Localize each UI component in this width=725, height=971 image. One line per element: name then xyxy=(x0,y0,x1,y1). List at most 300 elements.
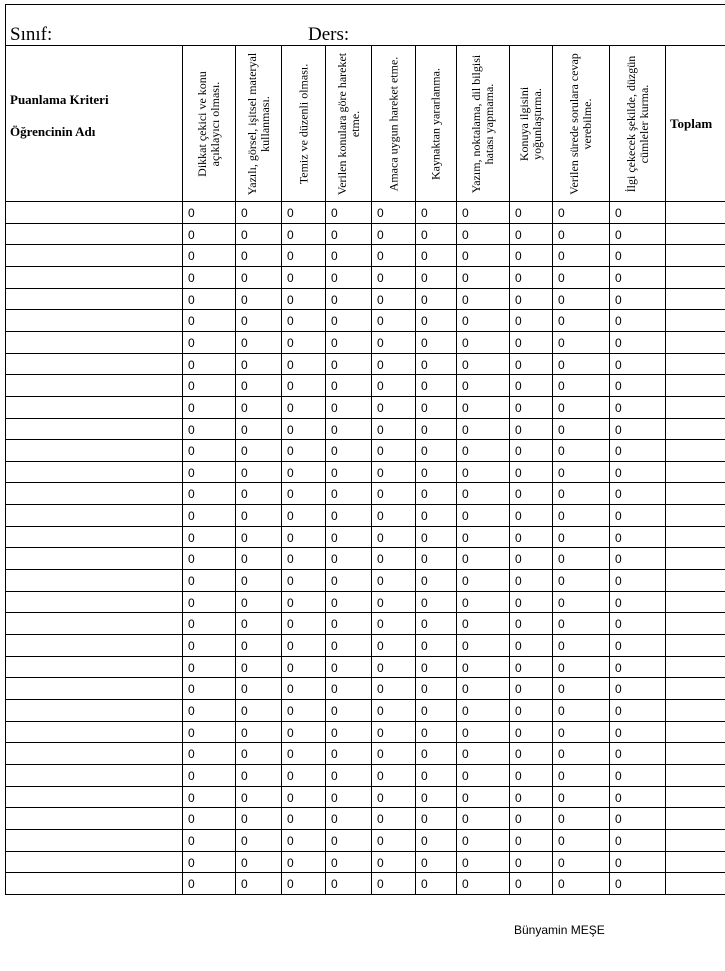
score-cell[interactable]: 0 xyxy=(287,401,294,415)
score-cell[interactable]: 0 xyxy=(558,379,565,393)
score-cell[interactable]: 0 xyxy=(558,877,565,891)
score-cell[interactable]: 0 xyxy=(515,206,522,220)
score-cell[interactable]: 0 xyxy=(287,249,294,263)
score-cell[interactable]: 0 xyxy=(558,401,565,415)
score-cell[interactable]: 0 xyxy=(462,856,469,870)
score-cell[interactable]: 0 xyxy=(462,206,469,220)
score-cell[interactable]: 0 xyxy=(558,293,565,307)
score-cell[interactable]: 0 xyxy=(558,574,565,588)
score-cell[interactable]: 0 xyxy=(515,661,522,675)
score-cell[interactable]: 0 xyxy=(515,552,522,566)
score-cell[interactable]: 0 xyxy=(188,358,195,372)
score-cell[interactable]: 0 xyxy=(377,726,384,740)
score-cell[interactable]: 0 xyxy=(241,682,248,696)
score-cell[interactable]: 0 xyxy=(377,509,384,523)
score-cell[interactable]: 0 xyxy=(421,466,428,480)
score-cell[interactable]: 0 xyxy=(615,639,622,653)
score-cell[interactable]: 0 xyxy=(558,336,565,350)
score-cell[interactable]: 0 xyxy=(462,552,469,566)
score-cell[interactable]: 0 xyxy=(421,423,428,437)
score-cell[interactable]: 0 xyxy=(558,747,565,761)
score-cell[interactable]: 0 xyxy=(515,509,522,523)
score-cell[interactable]: 0 xyxy=(287,574,294,588)
score-cell[interactable]: 0 xyxy=(241,747,248,761)
score-cell[interactable]: 0 xyxy=(241,487,248,501)
score-cell[interactable]: 0 xyxy=(515,466,522,480)
score-cell[interactable]: 0 xyxy=(558,228,565,242)
score-cell[interactable]: 0 xyxy=(188,682,195,696)
score-cell[interactable]: 0 xyxy=(515,791,522,805)
score-cell[interactable]: 0 xyxy=(377,444,384,458)
score-cell[interactable]: 0 xyxy=(188,293,195,307)
score-cell[interactable]: 0 xyxy=(615,401,622,415)
score-cell[interactable]: 0 xyxy=(241,552,248,566)
score-cell[interactable]: 0 xyxy=(558,856,565,870)
score-cell[interactable]: 0 xyxy=(188,661,195,675)
score-cell[interactable]: 0 xyxy=(421,206,428,220)
score-cell[interactable]: 0 xyxy=(421,358,428,372)
score-cell[interactable]: 0 xyxy=(188,271,195,285)
score-cell[interactable]: 0 xyxy=(331,423,338,437)
score-cell[interactable]: 0 xyxy=(615,574,622,588)
score-cell[interactable]: 0 xyxy=(421,704,428,718)
score-cell[interactable]: 0 xyxy=(331,769,338,783)
score-cell[interactable]: 0 xyxy=(462,791,469,805)
score-cell[interactable]: 0 xyxy=(421,726,428,740)
score-cell[interactable]: 0 xyxy=(188,228,195,242)
score-cell[interactable]: 0 xyxy=(241,834,248,848)
score-cell[interactable]: 0 xyxy=(615,704,622,718)
score-cell[interactable]: 0 xyxy=(287,531,294,545)
score-cell[interactable]: 0 xyxy=(615,271,622,285)
score-cell[interactable]: 0 xyxy=(331,704,338,718)
score-cell[interactable]: 0 xyxy=(558,314,565,328)
score-cell[interactable]: 0 xyxy=(462,682,469,696)
score-cell[interactable]: 0 xyxy=(188,726,195,740)
score-cell[interactable]: 0 xyxy=(377,682,384,696)
score-cell[interactable]: 0 xyxy=(331,661,338,675)
score-cell[interactable]: 0 xyxy=(421,747,428,761)
score-cell[interactable]: 0 xyxy=(331,877,338,891)
score-cell[interactable]: 0 xyxy=(558,704,565,718)
score-cell[interactable]: 0 xyxy=(558,552,565,566)
score-cell[interactable]: 0 xyxy=(421,444,428,458)
score-cell[interactable]: 0 xyxy=(515,314,522,328)
score-cell[interactable]: 0 xyxy=(241,509,248,523)
score-cell[interactable]: 0 xyxy=(615,812,622,826)
score-cell[interactable]: 0 xyxy=(515,704,522,718)
score-cell[interactable]: 0 xyxy=(515,401,522,415)
score-cell[interactable]: 0 xyxy=(377,466,384,480)
score-cell[interactable]: 0 xyxy=(421,661,428,675)
score-cell[interactable]: 0 xyxy=(558,206,565,220)
score-cell[interactable]: 0 xyxy=(188,206,195,220)
score-cell[interactable]: 0 xyxy=(188,466,195,480)
score-cell[interactable]: 0 xyxy=(241,769,248,783)
score-cell[interactable]: 0 xyxy=(377,336,384,350)
score-cell[interactable]: 0 xyxy=(287,552,294,566)
score-cell[interactable]: 0 xyxy=(377,358,384,372)
score-cell[interactable]: 0 xyxy=(558,271,565,285)
score-cell[interactable]: 0 xyxy=(287,444,294,458)
score-cell[interactable]: 0 xyxy=(462,877,469,891)
score-cell[interactable]: 0 xyxy=(241,812,248,826)
score-cell[interactable]: 0 xyxy=(615,293,622,307)
score-cell[interactable]: 0 xyxy=(377,206,384,220)
score-cell[interactable]: 0 xyxy=(615,834,622,848)
score-cell[interactable]: 0 xyxy=(331,358,338,372)
score-cell[interactable]: 0 xyxy=(287,596,294,610)
score-cell[interactable]: 0 xyxy=(421,249,428,263)
score-cell[interactable]: 0 xyxy=(331,596,338,610)
score-cell[interactable]: 0 xyxy=(421,314,428,328)
score-cell[interactable]: 0 xyxy=(462,617,469,631)
score-cell[interactable]: 0 xyxy=(421,531,428,545)
score-cell[interactable]: 0 xyxy=(188,704,195,718)
score-cell[interactable]: 0 xyxy=(331,487,338,501)
score-cell[interactable]: 0 xyxy=(421,336,428,350)
score-cell[interactable]: 0 xyxy=(331,639,338,653)
score-cell[interactable]: 0 xyxy=(188,531,195,545)
score-cell[interactable]: 0 xyxy=(462,639,469,653)
score-cell[interactable]: 0 xyxy=(615,596,622,610)
score-cell[interactable]: 0 xyxy=(615,856,622,870)
score-cell[interactable]: 0 xyxy=(462,769,469,783)
score-cell[interactable]: 0 xyxy=(377,249,384,263)
score-cell[interactable]: 0 xyxy=(558,661,565,675)
score-cell[interactable]: 0 xyxy=(515,531,522,545)
score-cell[interactable]: 0 xyxy=(377,856,384,870)
score-cell[interactable]: 0 xyxy=(331,726,338,740)
score-cell[interactable]: 0 xyxy=(515,358,522,372)
score-cell[interactable]: 0 xyxy=(188,336,195,350)
score-cell[interactable]: 0 xyxy=(331,617,338,631)
score-cell[interactable]: 0 xyxy=(241,249,248,263)
score-cell[interactable]: 0 xyxy=(462,228,469,242)
score-cell[interactable]: 0 xyxy=(287,704,294,718)
score-cell[interactable]: 0 xyxy=(287,228,294,242)
score-cell[interactable]: 0 xyxy=(331,834,338,848)
score-cell[interactable]: 0 xyxy=(421,552,428,566)
score-cell[interactable]: 0 xyxy=(558,682,565,696)
score-cell[interactable]: 0 xyxy=(558,509,565,523)
score-cell[interactable]: 0 xyxy=(331,401,338,415)
score-cell[interactable]: 0 xyxy=(462,531,469,545)
score-cell[interactable]: 0 xyxy=(515,574,522,588)
score-cell[interactable]: 0 xyxy=(462,509,469,523)
score-cell[interactable]: 0 xyxy=(515,812,522,826)
score-cell[interactable]: 0 xyxy=(615,336,622,350)
score-cell[interactable]: 0 xyxy=(188,769,195,783)
score-cell[interactable]: 0 xyxy=(462,379,469,393)
score-cell[interactable]: 0 xyxy=(377,769,384,783)
score-cell[interactable]: 0 xyxy=(558,444,565,458)
score-cell[interactable]: 0 xyxy=(558,791,565,805)
score-cell[interactable]: 0 xyxy=(188,423,195,437)
score-cell[interactable]: 0 xyxy=(331,228,338,242)
score-cell[interactable]: 0 xyxy=(615,228,622,242)
score-cell[interactable]: 0 xyxy=(188,747,195,761)
score-cell[interactable]: 0 xyxy=(287,487,294,501)
score-cell[interactable]: 0 xyxy=(462,336,469,350)
score-cell[interactable]: 0 xyxy=(377,812,384,826)
score-cell[interactable]: 0 xyxy=(462,574,469,588)
score-cell[interactable]: 0 xyxy=(287,747,294,761)
score-cell[interactable]: 0 xyxy=(241,704,248,718)
score-cell[interactable]: 0 xyxy=(241,293,248,307)
score-cell[interactable]: 0 xyxy=(377,487,384,501)
score-cell[interactable]: 0 xyxy=(462,358,469,372)
score-cell[interactable]: 0 xyxy=(188,596,195,610)
score-cell[interactable]: 0 xyxy=(188,401,195,415)
score-cell[interactable]: 0 xyxy=(558,423,565,437)
score-cell[interactable]: 0 xyxy=(287,314,294,328)
score-cell[interactable]: 0 xyxy=(421,487,428,501)
score-cell[interactable]: 0 xyxy=(515,877,522,891)
score-cell[interactable]: 0 xyxy=(188,444,195,458)
score-cell[interactable]: 0 xyxy=(377,531,384,545)
score-cell[interactable]: 0 xyxy=(241,379,248,393)
score-cell[interactable]: 0 xyxy=(241,596,248,610)
score-cell[interactable]: 0 xyxy=(421,509,428,523)
score-cell[interactable]: 0 xyxy=(241,228,248,242)
score-cell[interactable]: 0 xyxy=(462,271,469,285)
score-cell[interactable]: 0 xyxy=(287,617,294,631)
score-cell[interactable]: 0 xyxy=(287,639,294,653)
score-cell[interactable]: 0 xyxy=(558,769,565,783)
score-cell[interactable]: 0 xyxy=(515,336,522,350)
score-cell[interactable]: 0 xyxy=(558,358,565,372)
score-cell[interactable]: 0 xyxy=(241,791,248,805)
score-cell[interactable]: 0 xyxy=(287,877,294,891)
score-cell[interactable]: 0 xyxy=(377,314,384,328)
score-cell[interactable]: 0 xyxy=(462,249,469,263)
score-cell[interactable]: 0 xyxy=(515,726,522,740)
score-cell[interactable]: 0 xyxy=(188,812,195,826)
score-cell[interactable]: 0 xyxy=(377,877,384,891)
score-cell[interactable]: 0 xyxy=(377,574,384,588)
score-cell[interactable]: 0 xyxy=(515,444,522,458)
score-cell[interactable]: 0 xyxy=(331,293,338,307)
score-cell[interactable]: 0 xyxy=(558,726,565,740)
score-cell[interactable]: 0 xyxy=(377,834,384,848)
score-cell[interactable]: 0 xyxy=(188,509,195,523)
score-cell[interactable]: 0 xyxy=(287,856,294,870)
score-cell[interactable]: 0 xyxy=(377,747,384,761)
score-cell[interactable]: 0 xyxy=(377,379,384,393)
score-cell[interactable]: 0 xyxy=(558,639,565,653)
score-cell[interactable]: 0 xyxy=(421,812,428,826)
score-cell[interactable]: 0 xyxy=(287,379,294,393)
score-cell[interactable]: 0 xyxy=(188,552,195,566)
score-cell[interactable]: 0 xyxy=(515,487,522,501)
score-cell[interactable]: 0 xyxy=(377,596,384,610)
score-cell[interactable]: 0 xyxy=(241,314,248,328)
score-cell[interactable]: 0 xyxy=(241,574,248,588)
score-cell[interactable]: 0 xyxy=(421,379,428,393)
score-cell[interactable]: 0 xyxy=(287,769,294,783)
score-cell[interactable]: 0 xyxy=(377,228,384,242)
score-cell[interactable]: 0 xyxy=(188,877,195,891)
score-cell[interactable]: 0 xyxy=(331,444,338,458)
score-cell[interactable]: 0 xyxy=(515,747,522,761)
score-cell[interactable]: 0 xyxy=(515,682,522,696)
score-cell[interactable]: 0 xyxy=(331,466,338,480)
score-cell[interactable]: 0 xyxy=(421,769,428,783)
score-cell[interactable]: 0 xyxy=(241,401,248,415)
score-cell[interactable]: 0 xyxy=(515,769,522,783)
score-cell[interactable]: 0 xyxy=(331,812,338,826)
score-cell[interactable]: 0 xyxy=(287,791,294,805)
score-cell[interactable]: 0 xyxy=(462,747,469,761)
score-cell[interactable]: 0 xyxy=(241,336,248,350)
score-cell[interactable]: 0 xyxy=(615,423,622,437)
score-cell[interactable]: 0 xyxy=(241,856,248,870)
score-cell[interactable]: 0 xyxy=(421,682,428,696)
score-cell[interactable]: 0 xyxy=(331,574,338,588)
score-cell[interactable]: 0 xyxy=(241,358,248,372)
score-cell[interactable]: 0 xyxy=(331,552,338,566)
score-cell[interactable]: 0 xyxy=(331,271,338,285)
score-cell[interactable]: 0 xyxy=(558,596,565,610)
score-cell[interactable]: 0 xyxy=(287,358,294,372)
score-cell[interactable]: 0 xyxy=(421,574,428,588)
score-cell[interactable]: 0 xyxy=(287,812,294,826)
score-cell[interactable]: 0 xyxy=(615,249,622,263)
score-cell[interactable]: 0 xyxy=(188,856,195,870)
score-cell[interactable]: 0 xyxy=(331,791,338,805)
score-cell[interactable]: 0 xyxy=(377,617,384,631)
score-cell[interactable]: 0 xyxy=(377,639,384,653)
score-cell[interactable]: 0 xyxy=(615,487,622,501)
score-cell[interactable]: 0 xyxy=(462,812,469,826)
score-cell[interactable]: 0 xyxy=(331,747,338,761)
score-cell[interactable]: 0 xyxy=(421,617,428,631)
score-cell[interactable]: 0 xyxy=(377,704,384,718)
score-cell[interactable]: 0 xyxy=(515,379,522,393)
score-cell[interactable]: 0 xyxy=(331,336,338,350)
score-cell[interactable]: 0 xyxy=(615,726,622,740)
score-cell[interactable]: 0 xyxy=(377,661,384,675)
score-cell[interactable]: 0 xyxy=(331,206,338,220)
score-cell[interactable]: 0 xyxy=(377,293,384,307)
score-cell[interactable]: 0 xyxy=(558,834,565,848)
score-cell[interactable]: 0 xyxy=(241,531,248,545)
score-cell[interactable]: 0 xyxy=(462,423,469,437)
score-cell[interactable]: 0 xyxy=(287,423,294,437)
score-cell[interactable]: 0 xyxy=(615,552,622,566)
score-cell[interactable]: 0 xyxy=(515,423,522,437)
score-cell[interactable]: 0 xyxy=(331,379,338,393)
score-cell[interactable]: 0 xyxy=(331,249,338,263)
score-cell[interactable]: 0 xyxy=(421,228,428,242)
score-cell[interactable]: 0 xyxy=(462,293,469,307)
score-cell[interactable]: 0 xyxy=(188,639,195,653)
score-cell[interactable]: 0 xyxy=(558,466,565,480)
score-cell[interactable]: 0 xyxy=(558,617,565,631)
score-cell[interactable]: 0 xyxy=(515,596,522,610)
score-cell[interactable]: 0 xyxy=(287,466,294,480)
score-cell[interactable]: 0 xyxy=(287,336,294,350)
score-cell[interactable]: 0 xyxy=(331,509,338,523)
score-cell[interactable]: 0 xyxy=(615,617,622,631)
score-cell[interactable]: 0 xyxy=(515,856,522,870)
score-cell[interactable]: 0 xyxy=(331,314,338,328)
score-cell[interactable]: 0 xyxy=(287,271,294,285)
score-cell[interactable]: 0 xyxy=(462,314,469,328)
score-cell[interactable]: 0 xyxy=(462,487,469,501)
score-cell[interactable]: 0 xyxy=(377,552,384,566)
score-cell[interactable]: 0 xyxy=(421,834,428,848)
score-cell[interactable]: 0 xyxy=(515,639,522,653)
score-cell[interactable]: 0 xyxy=(615,466,622,480)
score-cell[interactable]: 0 xyxy=(515,834,522,848)
score-cell[interactable]: 0 xyxy=(615,531,622,545)
score-cell[interactable]: 0 xyxy=(462,661,469,675)
score-cell[interactable]: 0 xyxy=(241,661,248,675)
score-cell[interactable]: 0 xyxy=(287,726,294,740)
score-cell[interactable]: 0 xyxy=(188,379,195,393)
score-cell[interactable]: 0 xyxy=(287,661,294,675)
score-cell[interactable]: 0 xyxy=(462,444,469,458)
score-cell[interactable]: 0 xyxy=(188,249,195,263)
score-cell[interactable]: 0 xyxy=(462,401,469,415)
score-cell[interactable]: 0 xyxy=(615,747,622,761)
score-cell[interactable]: 0 xyxy=(188,314,195,328)
score-cell[interactable]: 0 xyxy=(421,791,428,805)
score-cell[interactable]: 0 xyxy=(421,856,428,870)
score-cell[interactable]: 0 xyxy=(331,682,338,696)
score-cell[interactable]: 0 xyxy=(462,704,469,718)
score-cell[interactable]: 0 xyxy=(615,206,622,220)
score-cell[interactable]: 0 xyxy=(241,466,248,480)
score-cell[interactable]: 0 xyxy=(241,639,248,653)
score-cell[interactable]: 0 xyxy=(615,769,622,783)
score-cell[interactable]: 0 xyxy=(615,509,622,523)
score-cell[interactable]: 0 xyxy=(331,531,338,545)
score-cell[interactable]: 0 xyxy=(377,271,384,285)
score-cell[interactable]: 0 xyxy=(558,249,565,263)
score-cell[interactable]: 0 xyxy=(377,401,384,415)
score-cell[interactable]: 0 xyxy=(421,596,428,610)
score-cell[interactable]: 0 xyxy=(287,293,294,307)
score-cell[interactable]: 0 xyxy=(241,423,248,437)
score-cell[interactable]: 0 xyxy=(331,856,338,870)
score-cell[interactable]: 0 xyxy=(377,423,384,437)
score-cell[interactable]: 0 xyxy=(188,617,195,631)
score-cell[interactable]: 0 xyxy=(615,661,622,675)
score-cell[interactable]: 0 xyxy=(615,358,622,372)
score-cell[interactable]: 0 xyxy=(462,834,469,848)
score-cell[interactable]: 0 xyxy=(515,617,522,631)
score-cell[interactable]: 0 xyxy=(615,379,622,393)
score-cell[interactable]: 0 xyxy=(421,639,428,653)
score-cell[interactable]: 0 xyxy=(515,293,522,307)
score-cell[interactable]: 0 xyxy=(421,271,428,285)
score-cell[interactable]: 0 xyxy=(287,834,294,848)
score-cell[interactable]: 0 xyxy=(615,682,622,696)
score-cell[interactable]: 0 xyxy=(241,877,248,891)
score-cell[interactable]: 0 xyxy=(558,812,565,826)
score-cell[interactable]: 0 xyxy=(241,617,248,631)
score-cell[interactable]: 0 xyxy=(615,314,622,328)
score-cell[interactable]: 0 xyxy=(421,401,428,415)
score-cell[interactable]: 0 xyxy=(462,466,469,480)
score-cell[interactable]: 0 xyxy=(188,791,195,805)
score-cell[interactable]: 0 xyxy=(241,206,248,220)
score-cell[interactable]: 0 xyxy=(558,487,565,501)
score-cell[interactable]: 0 xyxy=(287,509,294,523)
